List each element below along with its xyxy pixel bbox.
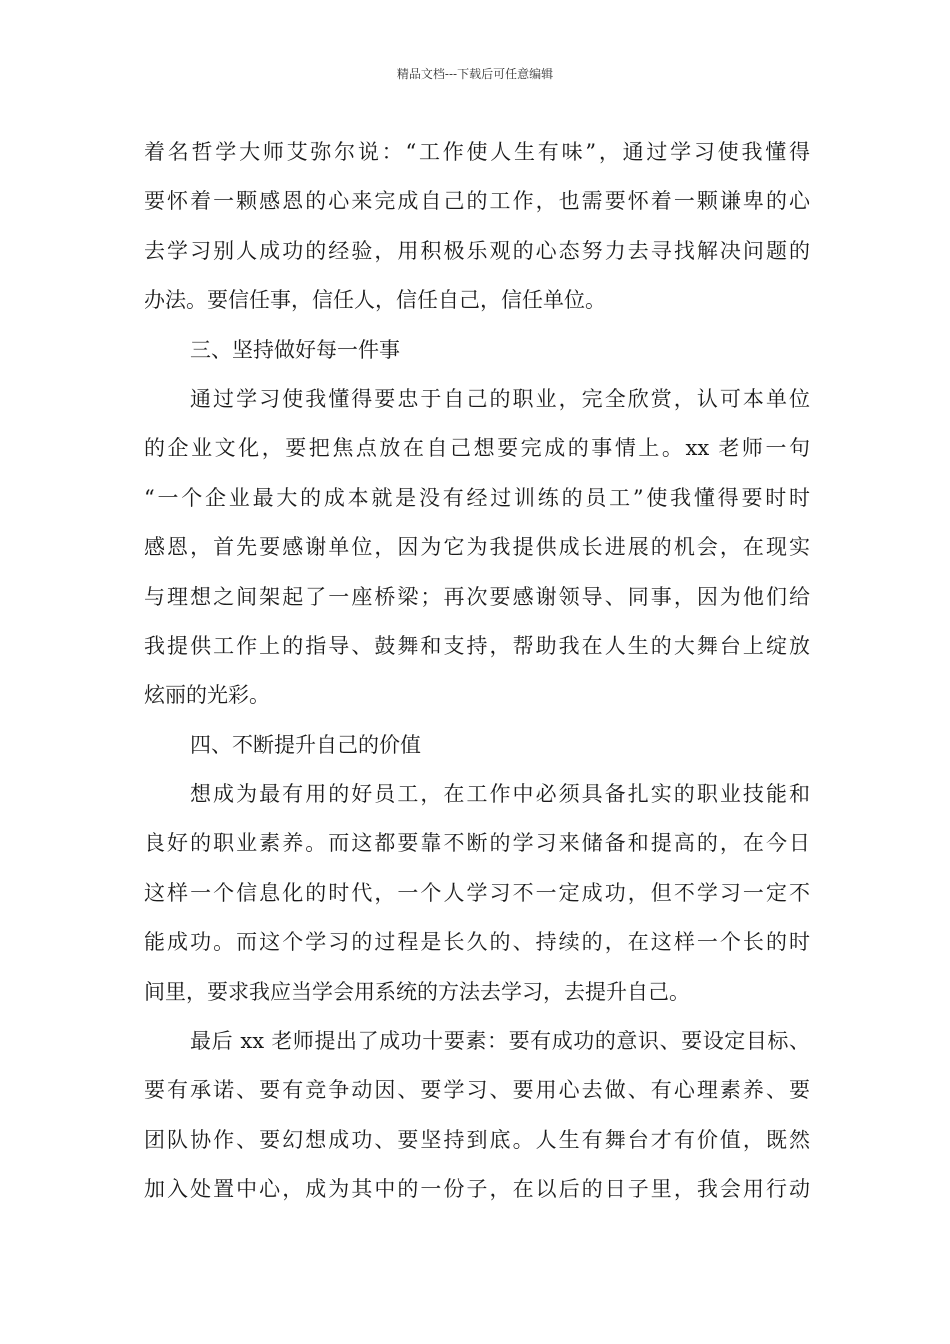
text-line: 要有承诺、要有竞争动因、要学习、要用心去做、有心理素养、要 bbox=[144, 1078, 810, 1103]
text-line: 炫丽的光彩。 bbox=[144, 683, 270, 708]
text-line: “一个企业最大的成本就是没有经过训练的员工”使我懂得要时时 bbox=[144, 485, 810, 510]
text-line: 这样一个信息化的时代，一个人学习不一定成功，但不学习一定不 bbox=[144, 880, 810, 905]
text-line: 去学习别人成功的经验，用积极乐观的心态努力去寻找解决问题的 bbox=[144, 238, 810, 263]
text-line: 感恩，首先要感谢单位，因为它为我提供成长进展的机会，在现实 bbox=[144, 535, 810, 560]
text-line: 的企业文化，要把焦点放在自己想要完成的事情上。xx 老师一句 bbox=[144, 436, 810, 461]
text-line: 要怀着一颗感恩的心来完成自己的工作，也需要怀着一颗谦卑的心 bbox=[144, 189, 810, 214]
section-heading-4: 四、不断提升自己的价值 bbox=[190, 732, 421, 757]
text-line: 想成为最有用的好员工，在工作中必须具备扎实的职业技能和 bbox=[190, 782, 810, 807]
text-line: 加入处置中心，成为其中的一份子，在以后的日子里，我会用行动 bbox=[144, 1177, 810, 1202]
text-line: 办法。要信任事，信任人，信任自己，信任单位。 bbox=[144, 288, 606, 313]
text-line: 良好的职业素养。而这都要靠不断的学习来储备和提高的，在今日 bbox=[144, 831, 810, 856]
text-line: 我提供工作上的指导、鼓舞和支持，帮助我在人生的大舞台上绽放 bbox=[144, 633, 810, 658]
text-line: 与理想之间架起了一座桥梁；再次要感谢领导、同事，因为他们给 bbox=[144, 584, 810, 609]
section-heading-3: 三、坚持做好每一件事 bbox=[190, 337, 400, 362]
document-body bbox=[144, 128, 810, 1215]
text-line: 最后 xx 老师提出了成功十要素：要有成功的意识、要设定目标、 bbox=[190, 1029, 810, 1054]
text-line: 间里，要求我应当学会用系统的方法去学习，去提升自己。 bbox=[144, 979, 690, 1004]
text-line: 能成功。而这个学习的过程是长久的、持续的，在这样一个长的时 bbox=[144, 930, 810, 955]
text-line: 通过学习使我懂得要忠于自己的职业，完全欣赏，认可本单位 bbox=[190, 386, 810, 411]
page-header: 精品文档---下载后可任意编辑 bbox=[396, 67, 554, 81]
text-line: 着名哲学大师艾弥尔说：“工作使人生有味”，通过学习使我懂得 bbox=[144, 140, 810, 164]
text-line: 团队协作、要幻想成功、要坚持到底。人生有舞台才有价值，既然 bbox=[144, 1127, 810, 1152]
